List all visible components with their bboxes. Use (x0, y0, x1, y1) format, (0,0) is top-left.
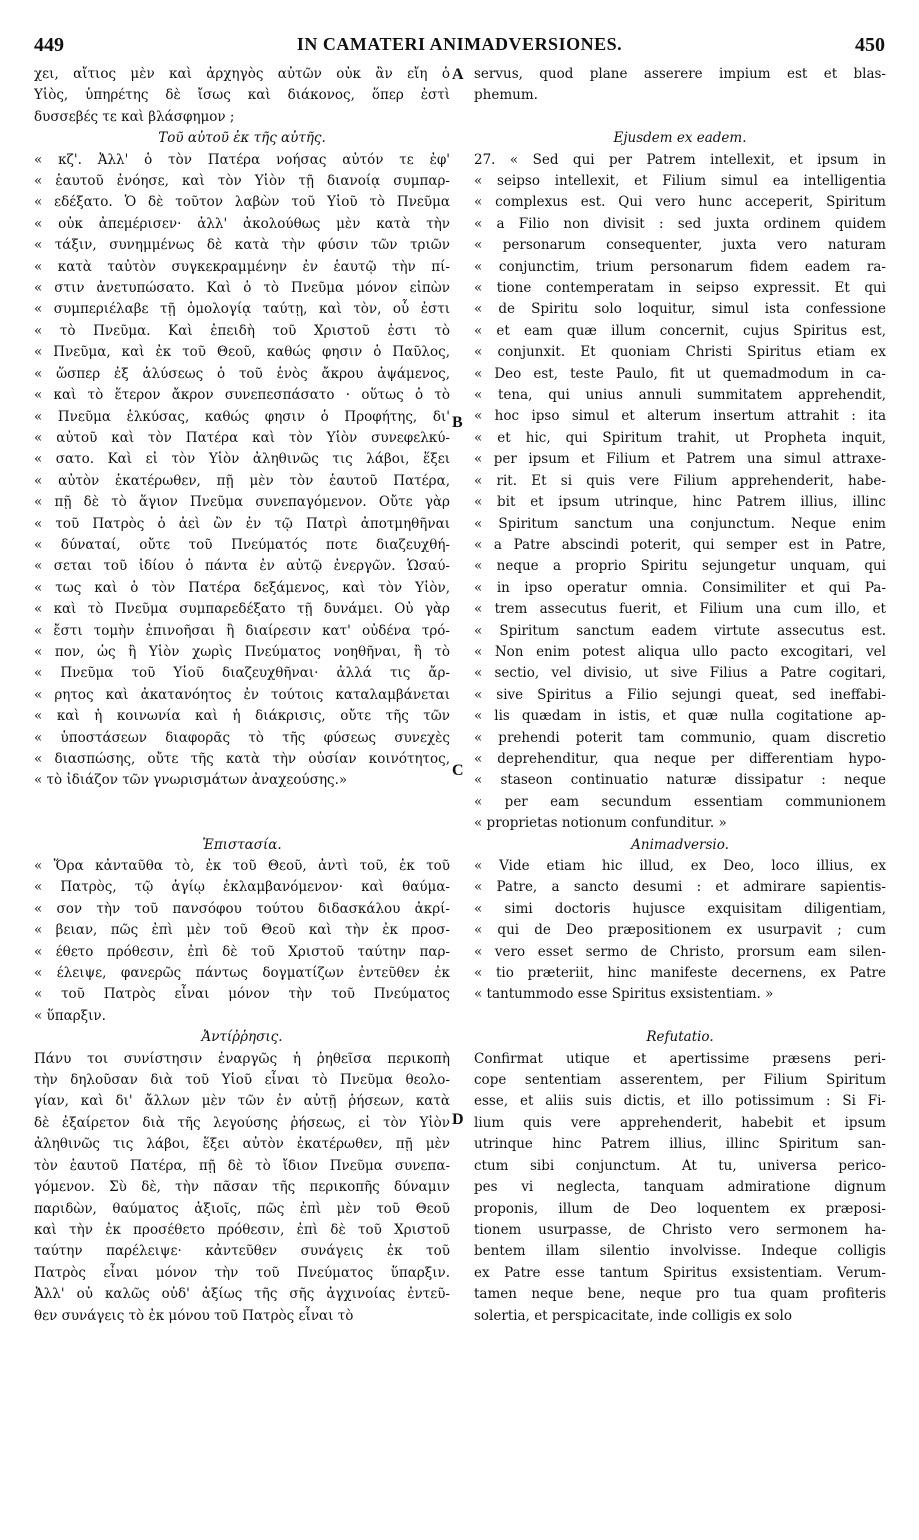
text-line: « rit. Et si quis vere Filium apprehenderit, habe- (474, 472, 886, 489)
text-line: τὸν ἑαυτοῦ Πατέρα, πῇ δὲ τὸ ἴδιον Πνεῦμα συνεπα- (34, 1157, 450, 1174)
text-line: « κζ'. Ἀλλ' ὁ τὸν Πατέρα νοήσας αὐτόν τε ἐφ' (34, 151, 450, 168)
text-line: « οὐκ ἀπεμέρισεν· ἀλλ' ἀκολούθως μὲν κατὰ τὴν (34, 215, 450, 232)
text-line: « tione contemperatam in seipso expressit. Et qui (474, 280, 886, 297)
text-line: ex Patre esse tantum Spiritus exsistentiam. Verum- (474, 1264, 886, 1281)
text-line: « ἔστι τομὴν ἐπινοῆσαι ἢ διαίρεσιν κατ' οὐδένα τρό- (34, 622, 450, 639)
text-line: θεν συνάγεις τὸ ἐκ μόνου τοῦ Πατρὸς εἶναι τὸ (34, 1307, 354, 1324)
text-line: « a Filio non divisit : sed juxta ordinem quidem (474, 215, 886, 232)
text-line: « στιν ἀνετυπώσατο. Καὶ ὁ τὸ Πνεῦμα μόνον εἰπὼν (34, 280, 450, 297)
text-line: « τάξιν, συνημμένως δὲ κατὰ τὴν φύσιν τῶν τριῶν (34, 237, 450, 254)
text-line: « τὸ ἰδιάζον τῶν γνωρισμάτων ἀναχεούσης.» (34, 772, 348, 789)
text-line: « per ipsum et Filium et Patrem una simul attraxe- (474, 451, 886, 468)
text-line: δὲ ἐξαίρετον διὰ τῆς λεγούσης ῥήσεως, εἰ τὸν Υἱὸν (34, 1114, 450, 1131)
text-line: copе sententiam asserentem, per Filium Spiritum (474, 1072, 886, 1089)
page-number-right: 450 (855, 34, 885, 56)
text-line: « sectio, vel divisio, ut sive Filius a Patre cogitari, (474, 665, 886, 682)
latin-column (474, 64, 886, 1327)
section-heading: Ἀντίῤῥησις. (201, 1029, 283, 1046)
text-line: « καὶ τὸ ἕτερον ἄκρον συνεπεσπάσατο · οὕτως ὁ τὸ (34, 387, 450, 404)
text-line: « Non enim potest aliqua ullo pacto excogitari, vel (474, 643, 886, 660)
text-line: Υἱὸς, ὑπηρέτης δὲ ἴσως καὶ διάκονος, ὅπερ ἐστὶ (34, 87, 450, 104)
text-line: « trem assecutus fuerit, et Filium una cum illo, et (474, 601, 886, 618)
text-line: « vero esset sermo de Christo, prorsum eam silen- (474, 943, 886, 960)
text-line: ctum sibi conjunctum. At tu, universa perico- (474, 1157, 886, 1174)
text-line: « tio præteriit, hinc manifeste decernens, ex Patre (474, 965, 886, 982)
margin-marker-b: B (452, 414, 463, 431)
text-line: « καὶ τὸ Πνεῦμα συμπαρεδέξατο τῇ δυνάμει. Οὐ γὰρ (34, 601, 450, 618)
text-line: « σον τὴν τοῦ πανσόφου τούτου διδασκάλου ἀκρί- (34, 900, 450, 917)
section-heading: Ejusdem ex eadem. (613, 130, 747, 147)
running-title: IN CAMATERI ANIMADVERSIONES. (296, 34, 623, 54)
text-line: esse, et aliis suis dictis, et illo potissimum : Si Fi- (474, 1093, 886, 1110)
text-line: « bit et ipsum utrinque, hinc Patrem illius, illinc (474, 494, 886, 511)
text-line: « συμπεριέλαβε τῇ ὁμολογίᾳ ταύτῃ, καὶ τὸν, οὗ ἐστι (34, 301, 450, 318)
spacer (474, 107, 886, 128)
text-line: « πον, ὡς ἢ Υἱὸν χωρὶς Πνεύματος νοηθῆναι, ἢ τὸ (34, 643, 450, 660)
text-line: « σεται τοῦ ἰδίου ὁ πάντα ἐν αὐτῷ ἐνεργῶν. Ὡσαύ- (34, 558, 450, 575)
text-line: servus, quod plane asserere impium est et blas- (474, 66, 886, 82)
text-line: « εδέξατο. Ὁ δὲ τοῦτον λαβὼν τοῦ Υἱοῦ τὸ Πνεῦμα (34, 194, 450, 211)
text-line: « ὥσπερ ἐξ ἁλύσεως ὁ τοῦ ἑνὸς ἄκρου ἀψάμενος, (34, 365, 450, 382)
text-line: tamen neque bene, neque pro tua quam profiteris (474, 1286, 886, 1303)
text-line: τὴν δηλοῦσαν διὰ τοῦ Υἱοῦ εἶναι τὸ Πνεῦμα θεολο- (34, 1072, 450, 1089)
text-line: 27. « Sed qui per Patrem intellexit, et ipsum in (474, 151, 886, 168)
text-line: Πατρὸς εἶναι μόνον τὴν τοῦ Πνεύματος ὕπαρξιν. (34, 1264, 450, 1281)
text-line: « Ὅρα κἀνταῦθα τὸ, ἐκ τοῦ Θεοῦ, ἀντὶ τοῦ, ἐκ τοῦ (34, 858, 450, 875)
text-line: lium quis vere apprehenderit, habebit et ipsum (474, 1114, 886, 1131)
text-line: « έθετο πρόθεσιν, ἐπὶ δὲ τοῦ Χριστοῦ ταύτην παρ- (34, 943, 450, 960)
text-line: « tantummodo esse Spiritus exsistentiam. » (474, 986, 774, 1003)
text-line: « a Patre abscindi poterit, qui semper est in Patre, (474, 536, 886, 553)
text-line: « ἑαυτοῦ ἐνόησε, καὶ τὸν Υἱὸν τῇ διανοίᾳ συμπαρ- (34, 173, 450, 190)
text-line: « τὸ Πνεῦμα. Καὶ ἐπειδὴ τοῦ Χριστοῦ ἐστι τὸ (34, 322, 450, 339)
text-line: « sive Spiritus a Filio sejungi queat, sed ineffabi- (474, 686, 886, 703)
text-line: γίαν, καὶ δι' ἄλλων μὲν τῶν ἐν αὐτῇ ῥήσεων, κατὰ (34, 1093, 450, 1110)
text-line: utrinque hinc Patrem illius, illinc Spiritum san- (474, 1136, 886, 1153)
text-line: « τοῦ Πατρὸς ὁ ἀεὶ ὢν ἐν τῷ Πατρὶ ἀποτμηθῆναι (34, 515, 450, 532)
text-line: « seipso intellexit, et Filium simul ea intelligentia (474, 173, 886, 190)
text-line: « Πνεῦμα τοῦ Υἱοῦ διαζευχθῆναι· ἀλλά τις ἄρ- (34, 665, 450, 682)
page-number-left: 449 (34, 34, 64, 56)
text-line: « conjunxit. Et quoniam Christi Spiritus etiam ex (474, 344, 886, 361)
text-line: « Spiritum sanctum una conjunctum. Neque enim (474, 515, 886, 532)
text-line: « deprehenditur, qua neque per differentiam hypo- (474, 750, 886, 767)
text-line: « staseon continuatio naturæ dissipatur : neque (474, 772, 886, 789)
text-line: « κατὰ ταὐτὸν συγκεκραμμένην ἐν ἑαυτῷ τὴν πί- (34, 258, 450, 275)
text-line: « tena, qui unius annuli summitatem apprehendit, (474, 387, 886, 404)
margin-marker-d: D (452, 1111, 464, 1128)
text-line: Πάνυ τοι συνίστησιν ἐναργῶς ἡ ῥηθεῖσα περικοπὴ (34, 1050, 450, 1067)
text-line: ἀληθινῶς τις λάβοι, ἕξει αὐτὸν ἑκατέρωθεν, πῇ μὲν (34, 1136, 450, 1153)
text-line: bentem illam silentio involvisse. Indeque colligis (474, 1243, 886, 1260)
text-line: « per eam secundum essentiam communionem (474, 793, 886, 810)
section-heading: Refutatio. (646, 1029, 714, 1046)
text-line: « Πνεῦμα, καὶ ἐκ τοῦ Θεοῦ, καθώς φησιν ὁ Παῦλος, (34, 344, 450, 361)
text-line: proponis, illum de Deo loquentem ex præposi- (474, 1200, 886, 1217)
running-header (34, 34, 885, 60)
text-line: « διασπώσης, οὔτε τῆς κατὰ τὴν οὐσίαν κοινότητος, (34, 751, 450, 767)
text-line: καὶ τὴν ἐκ προσέθετο πρόθεσιν, ἐπὶ δὲ τοῦ Χριστοῦ (34, 1221, 450, 1238)
text-line: « conjunctim, trium personarum fidem eadem ra- (474, 258, 886, 275)
text-line: « personarum consequenter, juxta vero naturam (474, 237, 886, 254)
text-line: « Spiritum sanctum eadem virtute assecutus est. (474, 622, 886, 639)
text-line: « τως καὶ ὁ τὸν Πατέρα δεξάμενος, καὶ τὸν Υἱὸν, (34, 579, 450, 596)
text-line: « έλειψε, φανερῶς πάντως δογματίζων ἐντεῦθεν ἐκ (34, 965, 450, 982)
text-line: « et hic, qui Spiritum trahit, ut Propheta inquit, (474, 429, 886, 446)
text-line: « in ipso operatur omnia. Consimiliter et qui Pa- (474, 579, 886, 596)
text-line: « simi doctoris hujusce exquisitam diligentiam, (474, 900, 886, 917)
text-line: solertia, et perspicacitate, inde colligis ex solo (474, 1307, 792, 1324)
text-line: « Vide etiam hic illud, ex Deo, loco illius, ex (474, 858, 886, 875)
text-line: « τοῦ Πατρὸς εἶναι μόνον τὴν τοῦ Πνεύματος (34, 986, 450, 1003)
text-line: « et eam quæ illum concernit, cujus Spiritus est, (474, 322, 886, 339)
text-line: phemum. (474, 87, 538, 104)
text-line: « lis quædam in istis, et quæ nulla cogitatione ap- (474, 708, 886, 725)
text-line: Ἀλλ' οὐ καλῶς οὐδ' ἀξίως τῆς σῆς ἀγχινοίας ἐντεῦ- (34, 1286, 450, 1303)
text-line: δυσσεβές τε καὶ βλάσφημον ; (34, 108, 235, 125)
margin-marker-a: A (452, 66, 464, 83)
text-line: « neque a proprio Spiritu sejungetur unquam, qui (474, 558, 886, 575)
text-line: « hoc ipso simul et alterum insertum attrahit : ita (474, 408, 886, 425)
section-heading: Animadversio. (631, 836, 729, 853)
text-line: « καὶ ἡ κοινωνία καὶ ἡ διάκρισις, οὔτε τῆς τῶν (34, 708, 450, 725)
text-line: « prehendi poterit tam communio, quam discretio (474, 729, 886, 746)
section-heading: Ἐπιστασία. (202, 836, 282, 853)
text-line: « Deo est, teste Paulo, fit ut quemadmodum in ca- (474, 365, 886, 382)
text-line: « de Spiritu solo loquitur, simul ista confessione (474, 301, 886, 318)
text-line: « αὐτοῦ καὶ τὸν Πατέρα καὶ τὸν Υἱὸν συνεφελκύ- (34, 429, 450, 446)
text-line: « ὕπαρξιν. (34, 1007, 106, 1024)
text-line: « Πατρὸς, τῷ ἁγίῳ ἐκλαμβανόμενον· καὶ θαύμα- (34, 879, 450, 896)
text-line: χει, αἴτιος μὲν καὶ ἀρχηγὸς αὐτῶν οὐκ ἂν εἴη ὁ (34, 66, 450, 82)
text-line: « proprietas notionum confunditur. » (474, 815, 727, 832)
text-line: pes vi neglecta, tanquam admiratione dignum (474, 1179, 886, 1196)
text-line: « ὑποστάσεων διαφορᾶς τὸ τῆς φύσεως συνεχὲς (34, 729, 450, 746)
text-line: γόμενον. Σὺ δὲ, τὴν πᾶσαν τῆς περικοπῆς δύναμιν (34, 1179, 450, 1196)
text-line: ταύτην παρέλειψε· κἀντεῦθεν συνάγεις ἐκ τοῦ (34, 1243, 450, 1260)
spacer (474, 1006, 886, 1027)
greek-column (34, 64, 450, 1327)
text-line: « qui de Deo præpositionem ex usurpavit ; cum (474, 922, 886, 939)
text-line: « βειαν, πῶς ἐπὶ μὲν τοῦ Θεοῦ καὶ τὴν ἐκ προσ- (34, 922, 450, 939)
text-line: « δύναταί, οὔτε τοῦ Πνεύματός ποτε διαζευχθή- (34, 536, 450, 553)
text-line: tionem usurpasse, de Christo vero sermonem ha- (474, 1221, 886, 1238)
text-line: « Patre, a sancto desumi : et admirare sapientis- (474, 879, 886, 896)
text-line: « σατο. Καὶ εἰ τὸν Υἱὸν ἀληθινῶς τις λάβοι, ἕξει (34, 451, 450, 468)
text-line: παριδὼν, θαύματος ἀξιοῖς, πῶς ἐπὶ μὲν τοῦ Θεοῦ (34, 1200, 450, 1217)
text-line: « πῇ δὲ τὸ ἅγιον Πνεῦμα συνεπαγόμενον. Οὔτε γὰρ (34, 494, 450, 511)
text-line: « αὐτὸν ἑκατέρωθεν, πῇ μὲν τὸν ἑαυτοῦ Πατέρα, (34, 472, 450, 489)
text-line: « complexus est. Qui vero hunc acceperit, Spiritum (474, 194, 886, 211)
text-line: Confirmat utique et apertissime præsens peri- (474, 1050, 886, 1067)
text-line: « Πνεῦμα ἑλκύσας, καθώς φησιν ὁ Προφήτης, δι' (34, 408, 450, 425)
spacer (34, 792, 450, 835)
section-heading: Τοῦ αὐτοῦ ἐκ τῆς αὐτῆς. (158, 130, 326, 147)
text-line: « ρητος καὶ ἀκατανόητος ἐν τούτοις καταλαμβάνεται (34, 686, 450, 703)
margin-marker-c: C (452, 762, 464, 779)
